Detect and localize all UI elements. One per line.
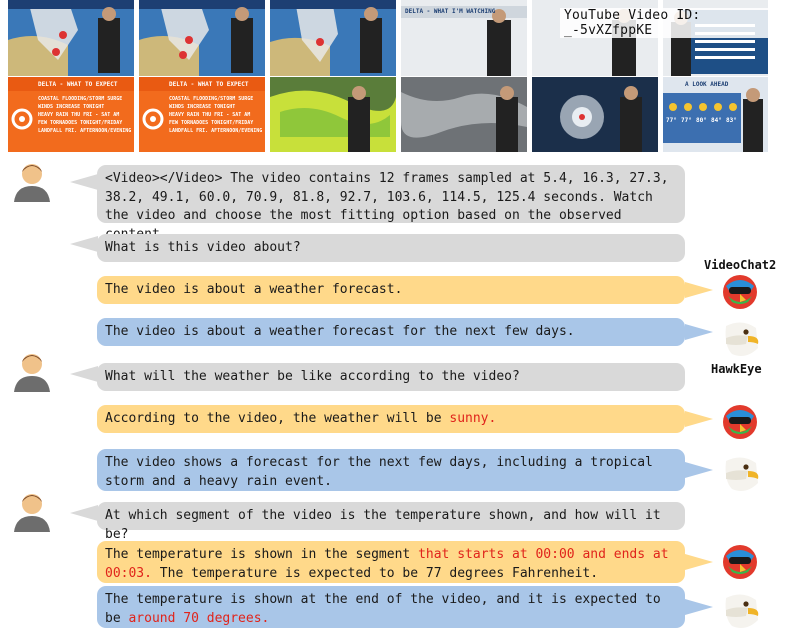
videochat2-avatar	[720, 542, 760, 582]
user-avatar	[12, 160, 52, 202]
video-frame-11	[532, 77, 658, 152]
answer-text: The temperature is shown in the segment	[105, 547, 419, 562]
videochat2-answer-2	[97, 405, 685, 433]
bubble-tail	[70, 505, 98, 521]
highlighted-claim: around 70 degrees.	[128, 610, 270, 626]
temp-day: 83°	[726, 117, 737, 124]
video-frame-9	[270, 77, 396, 152]
bullet: WINDS INCREASE TONIGHT	[169, 104, 236, 110]
temp-day: 77°	[681, 117, 692, 124]
hawkeye-avatar	[722, 590, 762, 632]
answer-text: The temperature is expected to be 77 degrees Fahrenheit.	[151, 565, 599, 581]
user-message-context: <Video></Video> The video contains 12 frames sampled at 5.4, 16.3, 27.3, 38.2, 49.1, 60.0, 70.9, 81.8, 92.7, 103.6, 114.5, 125.4 seconds. Watch the video and choose the most fitting option based on the observed	[97, 165, 685, 223]
bubble-tail	[685, 554, 713, 570]
hawkeye-answer-1: The video is about a weather forecast for the next few days.	[97, 318, 685, 346]
temp-day: 80°	[696, 117, 707, 124]
bubble-tail	[685, 599, 713, 615]
video-frame-strip	[8, 0, 768, 152]
answer-text: The temperature is shown at the end of the video, and it is expected to be	[105, 592, 669, 626]
hawkeye-label: HawkEye	[711, 362, 762, 376]
hawkeye-avatar	[722, 318, 762, 360]
user-question-2: What will the weather be like according to the video?	[97, 363, 685, 391]
bubble-tail	[70, 174, 98, 190]
bubble-tail	[70, 236, 98, 252]
bullet: FEW TORNADOES TONIGHT/FRIDAY	[169, 120, 254, 126]
hawkeye-answer-3	[97, 586, 685, 628]
bullet: COASTAL FLOODING/STORM SURGE	[169, 96, 254, 102]
user-avatar	[12, 490, 52, 532]
video-frame-12	[663, 77, 768, 152]
video-frame-7	[8, 77, 134, 152]
hawkeye-answer-2: The video shows a forecast for the next few days, including a tropical storm and a heavy rain event.	[97, 449, 685, 491]
bullet: LANDFALL FRI. AFTERNOON/EVENING	[169, 128, 263, 134]
answer-text: According to the video, the weather will be	[105, 411, 450, 426]
bullet: WINDS INCREASE TONIGHT	[38, 104, 105, 110]
temp-day: 77°	[666, 117, 677, 124]
video-frame-8	[139, 77, 265, 152]
frame-bullets	[169, 95, 262, 135]
bullet: HEAVY RAIN THU FRI - SAT AM	[169, 112, 251, 118]
forecast-temps	[666, 117, 741, 124]
bullet: HEAVY RAIN THU FRI - SAT AM	[38, 112, 120, 118]
highlighted-claim: sunny.	[449, 411, 497, 426]
bullet: FEW TORNADOES TONIGHT/FRIDAY	[38, 120, 123, 126]
frame-bullets	[38, 95, 131, 135]
hawkeye-avatar	[722, 453, 762, 495]
frame-caption: DELTA - WHAT TO EXPECT	[38, 81, 118, 88]
video-frame-3	[270, 0, 396, 76]
user-question-1: What is this video about?	[97, 234, 685, 262]
frame-caption: A LOOK AHEAD	[685, 81, 729, 88]
user-avatar	[12, 350, 52, 392]
video-frame-2	[139, 0, 265, 76]
video-frame-10	[401, 77, 527, 152]
temp-day: 84°	[711, 117, 722, 124]
videochat2-avatar	[720, 272, 760, 312]
frame-caption: DELTA - WHAT I'M WATCHING	[405, 8, 496, 15]
videochat2-answer-1: The video is about a weather forecast.	[97, 276, 685, 304]
video-frame-4	[401, 0, 527, 76]
videochat2-label: VideoChat2	[704, 258, 777, 272]
video-id-label: YouTube Video ID: _-5vXZfppKE	[560, 8, 768, 38]
bullet: COASTAL FLOODING/STORM SURGE	[38, 96, 123, 102]
user-question-3: At which segment of the video is the temperature shown, and how will it be?	[97, 502, 685, 530]
bubble-tail	[685, 462, 713, 478]
videochat2-answer-3	[97, 541, 685, 583]
frame-caption: DELTA - WHAT TO EXPECT	[169, 81, 249, 88]
videochat2-avatar	[720, 402, 760, 442]
bullet: LANDFALL FRI. AFTERNOON/EVENING	[38, 128, 132, 134]
highlighted-claim: that starts at 00:00 and ends at 00:03.	[105, 547, 677, 581]
video-frame-1	[8, 0, 134, 76]
bubble-tail	[685, 324, 713, 340]
bubble-tail	[70, 366, 98, 382]
bubble-tail	[685, 282, 713, 298]
bubble-tail	[685, 411, 713, 427]
